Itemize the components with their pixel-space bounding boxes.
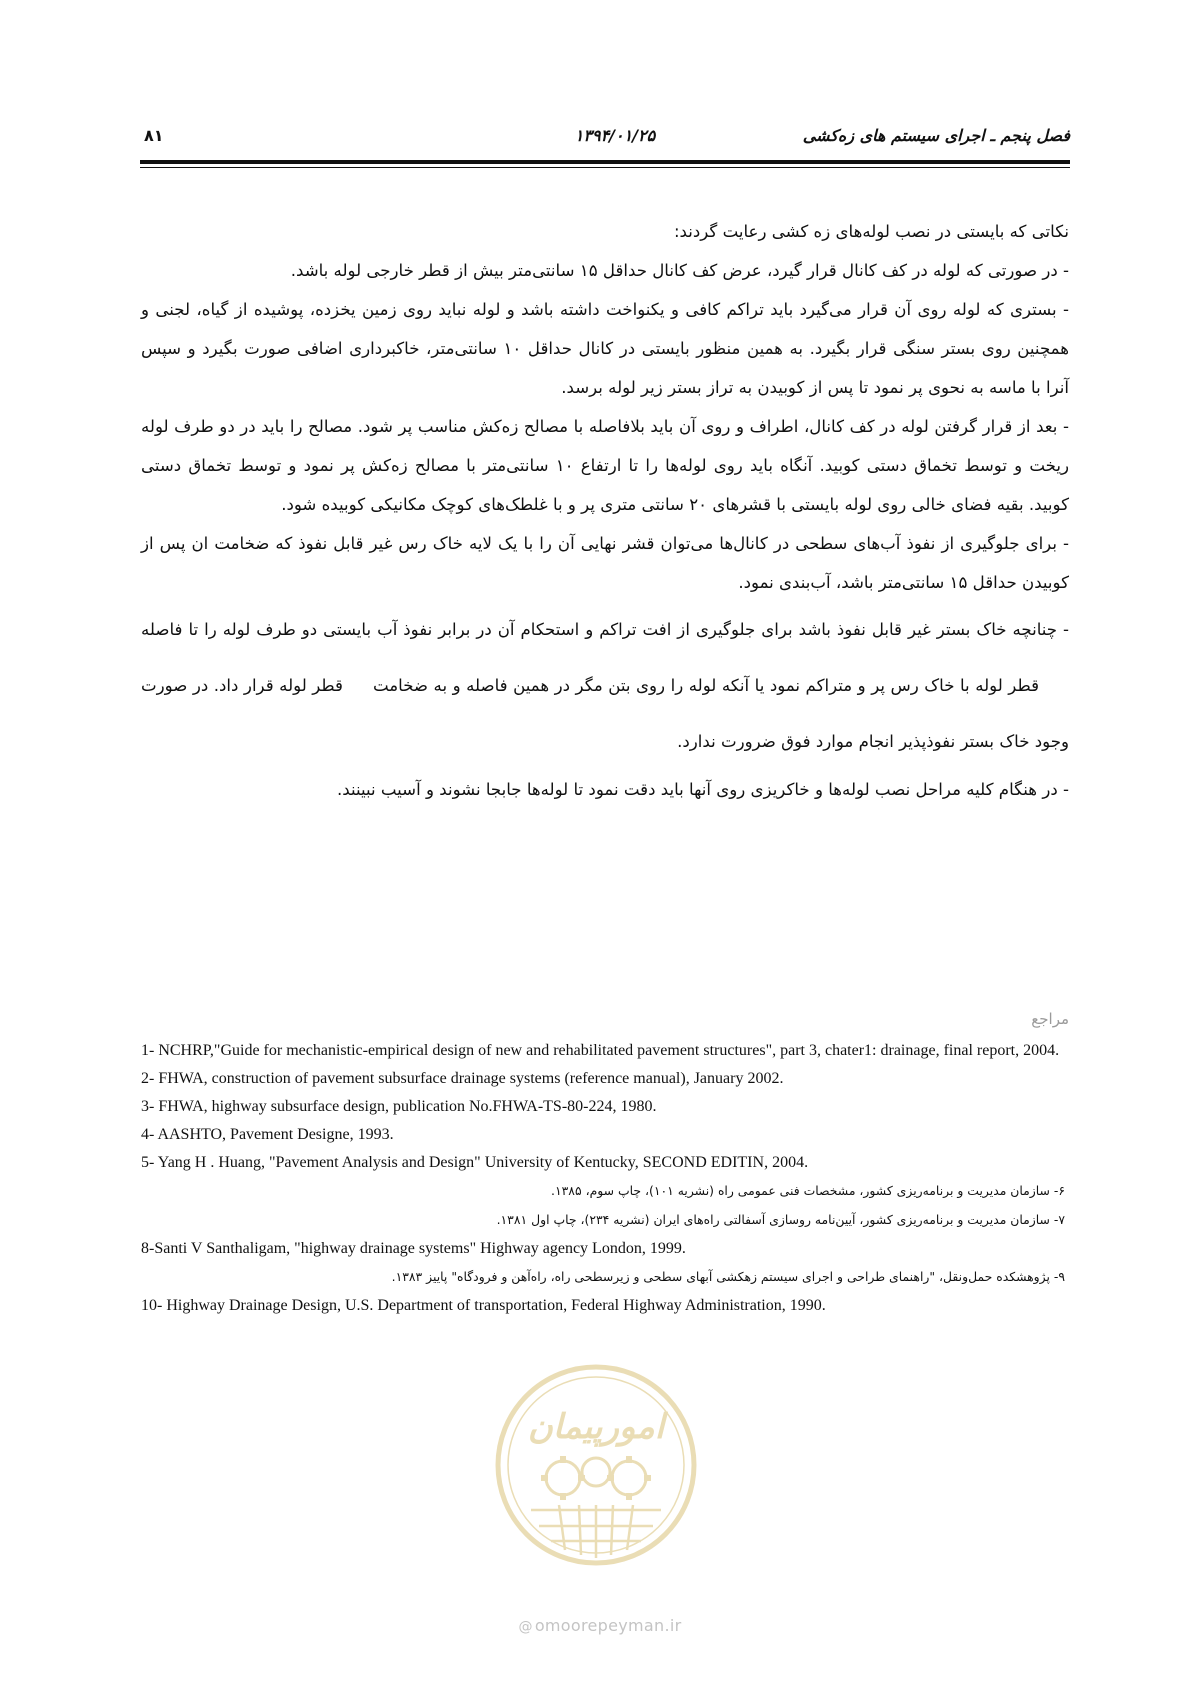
chapter-title: فصل پنجم ـ اجرای سیستم های زه‌کشی xyxy=(802,126,1070,145)
reference-item: 8-Santi V Santhaligam, "highway drainage systems" Highway agency London, 1999. xyxy=(141,1240,686,1257)
bullet-paragraph-2: - بستری که لوله روی آن قرار می‌گیرد باید تراکم کافی و یکنواخت داشته باشد و لوله نباید روی زمین یخزده، پوشیده از گیاه، لجنی و همچنین روی بستر سنگی قرار بگیرد. به همین منظور بایستی در کانال حداقل ۱۰ سانتی‌متر، خاکبرداری اضافی صورت بگیرد و سپس آنرا با ماسه به نحوی پر نمود تا پس از کوبیدن به تراز بستر زیر لوله برسد. xyxy=(141,300,1069,397)
watermark-logo xyxy=(491,1360,701,1570)
reference-item: 3- FHWA, highway subsurface design, publication No.FHWA-TS-80-224, 1980. xyxy=(141,1098,657,1115)
bullet-paragraph-4: - برای جلوگیری از نفوذ آب‌های سطحی در کانال‌ها می‌توان قشر نهایی آن را با یک لایه خاک رس غیر قابل نفوذ که ضخامت ان پس از کوبیدن حداقل ۱۵ سانتی‌متر باشد، آب‌بندی نمود. xyxy=(141,534,1069,592)
intro-paragraph: نکاتی که بایستی در نصب لوله‌های زه کشی رعایت گردند: xyxy=(673,222,1069,241)
reference-item: ۹- پژوهشکده حمل‌ونقل، "راهنمای طراحی و اجرای سیستم زهکشی آبهای سطحی و زیرسطحی راه، راه‌آهن و فرودگاه" پاییز ۱۳۸۳. xyxy=(391,1269,1065,1284)
at-sign-icon: @ xyxy=(518,1619,533,1635)
reference-item: ۶- سازمان مدیریت و برنامه‌ریزی کشور، مشخصات فنی عمومی راه (نشریه ۱۰۱)، چاپ سوم، ۱۳۸۵. xyxy=(551,1183,1065,1198)
page-header xyxy=(140,122,1070,152)
paragraph-5-part-c: قطر لوله قرار داد. در صورت وجود خاک بستر نفوذپذیر انجام موارد فوق ضرورت ندارد. xyxy=(141,676,1069,751)
logo-seal-icon xyxy=(491,1360,701,1570)
reference-item: 5- Yang H . Huang, "Pavement Analysis and Design" University of Kentucky, SECOND EDITIN, 2004. xyxy=(141,1154,809,1171)
reference-item: 1- NCHRP,"Guide for mechanistic-empirical design of new and rehabilitated pavement structures", part 3, chater1: drainage, final report, 2004. xyxy=(141,1042,1060,1059)
logo-lettering: امورپیمان xyxy=(527,1407,665,1447)
reference-item: 2- FHWA, construction of pavement subsurface drainage systems (reference manual), January 2002. xyxy=(141,1070,784,1087)
bullet-paragraph-1: - در صورتی که لوله در کف کانال قرار گیرد، عرض کف کانال حداقل ۱۵ سانتی‌متر بیش از قطر خارجی لوله باشد. xyxy=(290,261,1069,280)
header-date: ۱۳۹۴/۰۱/۲۵ xyxy=(574,126,656,145)
watermark-url-text: omoorepeyman.ir xyxy=(534,1616,682,1635)
references-list xyxy=(141,1038,1069,1321)
paragraph-5-part-a: - چنانچه خاک بستر غیر قابل نفوذ باشد برای جلوگیری از افت تراکم و استحکام آن در برابر نفوذ آب بایستی دو طرف لوله را تا فاصله xyxy=(141,620,1069,639)
bullet-paragraph-6: - در هنگام کلیه مراحل نصب لوله‌ها و خاکریزی روی آنها باید دقت نمود تا لوله‌ها جابجا نشوند و آسیب نبینند. xyxy=(336,780,1069,799)
bullet-paragraph-3: - بعد از قرار گرفتن لوله در کف کانال، اطراف و روی آن باید بلافاصله با مصالح زه‌کش مناسب پر شود. مصالح را باید در دو طرف لوله ریخت و توسط تخماق دستی کوبید. آنگاه باید روی لوله‌ها را تا ارتفاع ۱۰ سانتی‌متر با مصالح زه‌کش پر نمود و توسط تخماق دستی کوبید. بقیه فضای خالی روی لوله بایستی با قشرهای ۲۰ سانتی متری پر و با غلطک‌های کوچک مکانیکی کوبیده شود. xyxy=(141,417,1069,514)
bullet-paragraph-5 xyxy=(141,602,1069,770)
references-heading: مراجع xyxy=(1031,1010,1069,1028)
paragraph-5-part-b: قطر لوله با خاک رس پر و متراکم نمود یا آنکه لوله را روی بتن مگر در همین فاصله و به ضخامت xyxy=(372,676,1040,695)
header-rule-thin xyxy=(140,167,1070,168)
reference-item: 10- Highway Drainage Design, U.S. Department of transportation, Federal Highway Administration, 1990. xyxy=(141,1297,826,1314)
watermark-url xyxy=(480,1616,720,1635)
header-rule-thick xyxy=(140,160,1070,164)
page-number: ۸۱ xyxy=(144,126,164,145)
body-text xyxy=(141,212,1069,809)
reference-item: 4- AASHTO, Pavement Designe, 1993. xyxy=(141,1126,394,1143)
reference-item: ۷- سازمان مدیریت و برنامه‌ریزی کشور، آیین‌نامه روسازی آسفالتی راه‌های ایران (نشریه ۲۳۴)، چاپ اول ۱۳۸۱. xyxy=(496,1212,1065,1227)
